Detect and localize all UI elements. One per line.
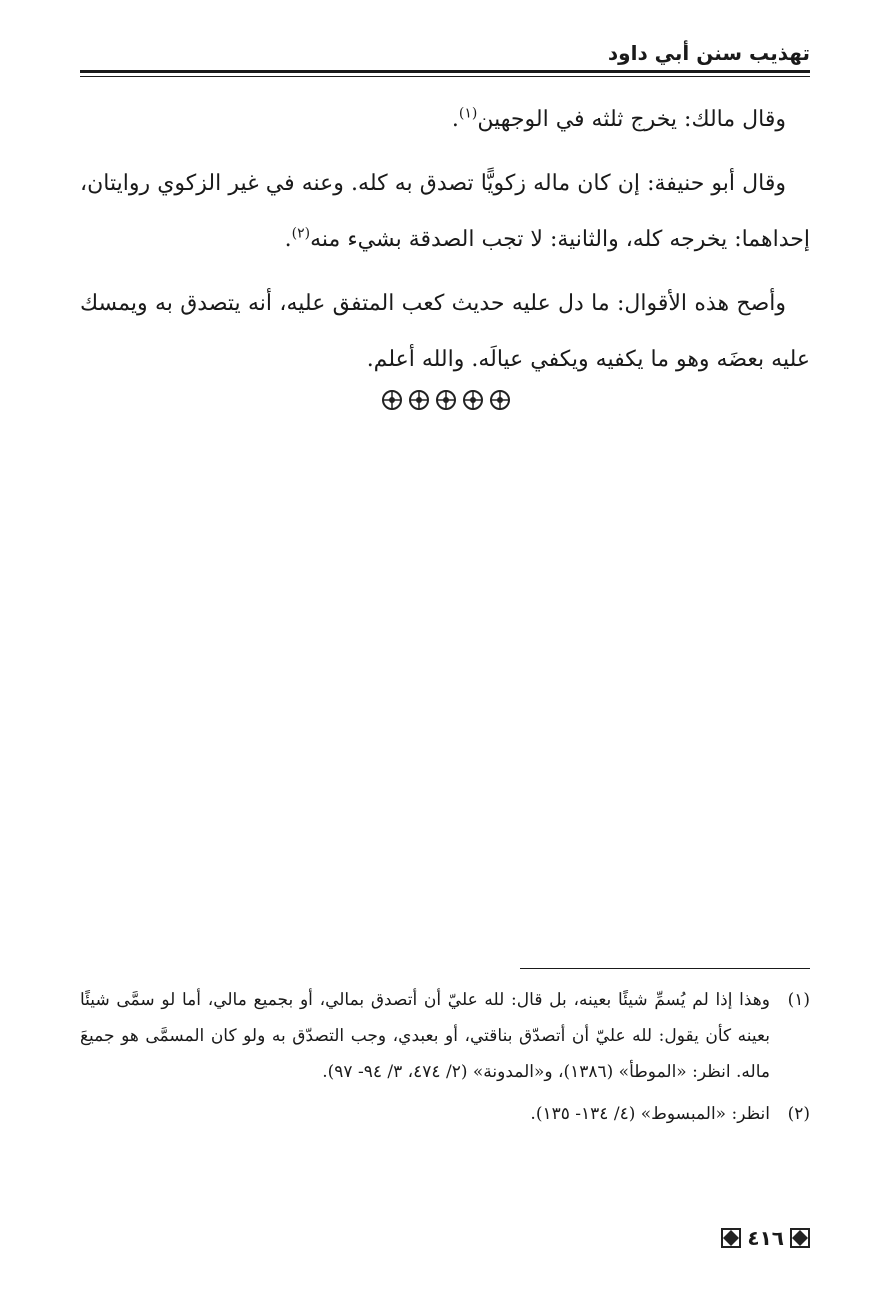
footnote-separator xyxy=(520,968,810,969)
footnote xyxy=(80,982,810,1090)
floral-ornament-icon xyxy=(407,388,431,412)
paragraph xyxy=(80,92,810,148)
running-title: تهذيب سنن أبي داود xyxy=(607,41,810,65)
footnote-number: (١) xyxy=(787,990,810,1010)
header-rule-thick xyxy=(80,70,810,73)
folio-ornament-icon xyxy=(790,1228,810,1248)
paragraph-text: وقال أبو حنيفة: إن كان ماله زكويًّا تصدق به كله. وعنه في غير الزكوي روايتان، إحداهما: يخرجه كله، والثانية: لا تجب الصدقة بشيء منه xyxy=(80,171,810,252)
page-number: ٤١٦ xyxy=(747,1226,784,1250)
footnotes xyxy=(80,982,810,1138)
paragraph-tail: . xyxy=(451,107,459,132)
floral-ornament-icon xyxy=(461,388,485,412)
paragraph-tail: . xyxy=(284,227,292,252)
page-folio xyxy=(700,1224,810,1252)
floral-ornament-icon xyxy=(434,388,458,412)
folio-ornament-icon xyxy=(721,1228,741,1248)
footnote-ref: (٢) xyxy=(291,225,311,242)
footnote-text: انظر: «المبسوط» (٤/ ١٣٤- ١٣٥). xyxy=(530,1104,770,1124)
footnote-text: وهذا إذا لم يُسمِّ شيئًا بعينه، بل قال: لله عليّ أن أتصدق بمالي، أو بجميع مالي، أما لو سمَّى شيئًا بعينه كأن يقول: لله عليّ أن أتصدّق بناقتي، أو بعبدي، وجب التصدّق به ولو كان المسمَّى هو جميعَ ماله. انظر: «الموطأ» (١٣٨٦)، و«المدونة» (٢/ ٤٧٤، ٣/ ٩٤- ٩٧). xyxy=(80,990,770,1082)
paragraph xyxy=(80,156,810,268)
paragraph-text: وأصح هذه الأقوال: ما دل عليه حديث كعب المتفق عليه، أنه يتصدق به ويمسك عليه بعضَه وهو ما يكفيه ويكفي عيالَه. والله أعلم. xyxy=(80,291,810,372)
footnote xyxy=(80,1096,810,1132)
paragraph xyxy=(80,276,810,388)
section-end-ornament xyxy=(380,388,512,414)
footnote-ref: (١) xyxy=(458,105,478,122)
header-rule-thin xyxy=(80,76,810,77)
main-text xyxy=(80,92,810,396)
floral-ornament-icon xyxy=(488,388,512,412)
footnote-number: (٢) xyxy=(787,1104,810,1124)
floral-ornament-icon xyxy=(380,388,404,412)
paragraph-text: وقال مالك: يخرج ثلثه في الوجهين xyxy=(477,107,786,132)
